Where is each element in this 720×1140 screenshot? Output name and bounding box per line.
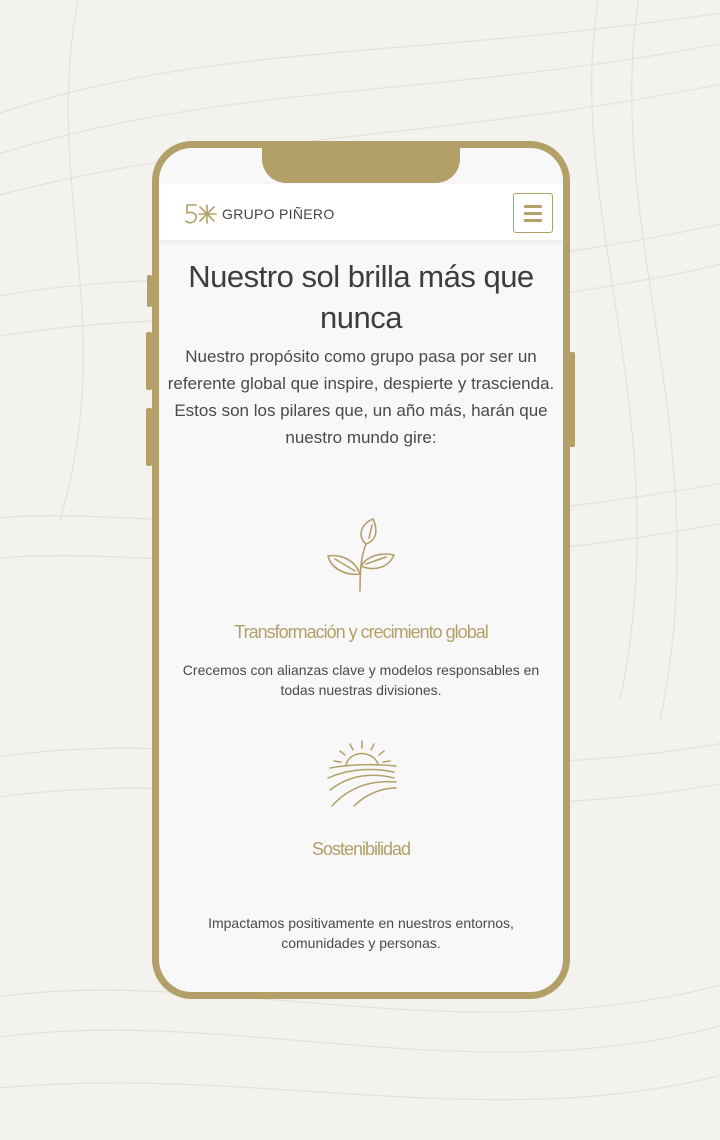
sun-over-field-icon (324, 738, 400, 808)
pillar-title-transformacion: Transformación y crecimiento global (234, 622, 488, 642)
hamburger-menu-icon (524, 205, 542, 208)
sun-logo-icon (184, 202, 218, 226)
brand-name: GRUPO PIÑERO (222, 206, 335, 222)
pillar-title-sostenibilidad: Sostenibilidad (311, 839, 411, 859)
intro-text: Nuestro propósito como grupo pasa por ser un referente global que inspire, despierte y trascienda. Estos son los pilares que, un año más, harán que nuestro mundo gire: (167, 347, 555, 447)
page-title: Nuestro sol brilla más que nunca (188, 259, 534, 335)
pillar-description-transformacion: Crecemos con alianzas clave y modelos responsables en todas nuestras divisiones. (182, 662, 540, 698)
leaf-sprout-icon (323, 516, 399, 592)
home-indicator (381, 997, 384, 999)
menu-button[interactable] (513, 193, 553, 233)
site-header (159, 184, 563, 240)
phone-notch (262, 141, 460, 183)
phone-frame (152, 141, 570, 999)
pillar-description-sostenibilidad: Impactamos positivamente en nuestros entornos, comunidades y personas. (208, 915, 514, 951)
brand-logo[interactable] (184, 202, 335, 226)
